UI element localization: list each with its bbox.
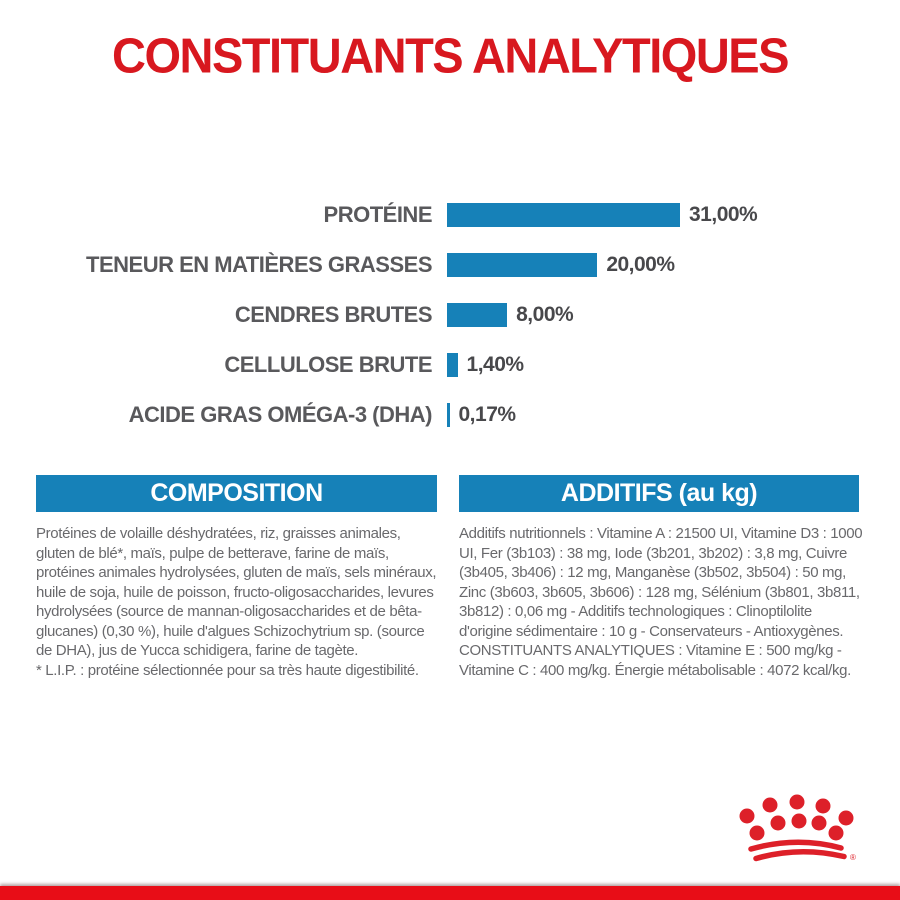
analytical-constituents-chart (30, 190, 870, 440)
chart-value-label: 20,00% (606, 253, 675, 276)
page-title: CONSTITUANTS ANALYTIQUES (112, 27, 788, 84)
chart-row (30, 390, 870, 440)
composition-body-text: Protéines de volaille déshydratées, riz, graisses animales, gluten de blé*, maïs, pulpe de betterave, farine de maïs, protéines animales hydrolysées, gluten de maïs, sels minéraux, huile de soja, huile de poisson, fructo-oligosaccharides, levures hydrolysées (source de mannan-oligosaccharides et de bêta-glucanes) (0,30 %), huile d'algues Schizochytrium sp. (source de DHA), jus de Yucca schidigera, farine de tagète. (36, 525, 437, 659)
additives-body-text: Additifs nutritionnels : Vitamine A : 21500 UI, Vitamine D3 : 1000 UI, Fer (3b103) : 38 mg, Iode (3b201, 3b202) : 3,8 mg, Cuivre (3b405, 3b406) : 12 mg, Manganèse (3b502, 3b504) : 50 mg, Zinc (3b603, 3b605, 3b606) : 128 mg, Sélénium (3b801, 3b811, 3b812) : 0,06 mg - Additifs technologiques : Clinoptilolite d'origine sédimentaire : 10 g - Conservateurs - Antioxygènes. CONSTITUANTS ANALYTIQUES : Vitamine E : 500 mg/kg - Vitamine C : 400 mg/kg. Énergie métabolisable : 4072 kcal/kg. (459, 525, 863, 679)
additives-header-label: ADDITIFS (au kg) (560, 479, 758, 507)
chart-bar (447, 353, 458, 377)
chart-row (30, 290, 870, 340)
composition-section (36, 524, 440, 680)
chart-bar (447, 303, 507, 327)
chart-category-label: TENEUR EN MATIÈRES GRASSES (86, 252, 432, 277)
chart-bar (447, 403, 450, 427)
additives-section-header (459, 475, 859, 512)
chart-category-label: ACIDE GRAS OMÉGA-3 (DHA) (128, 402, 432, 427)
composition-footnote: * L.I.P. : protéine sélectionnée pour sa très haute digestibilité. (36, 661, 419, 679)
chart-bar (447, 253, 597, 277)
chart-category-label: PROTÉINE (323, 202, 432, 227)
chart-value-label: 1,40% (466, 353, 524, 376)
chart-value-label: 0,17% (458, 403, 516, 426)
royal-canin-crown-icon (736, 794, 860, 866)
footer-stripe (0, 886, 900, 900)
composition-section-header (36, 475, 437, 512)
chart-category-label: CENDRES BRUTES (234, 302, 432, 327)
chart-value-label: 8,00% (516, 303, 574, 326)
composition-header-label: COMPOSITION (150, 479, 323, 507)
chart-row (30, 240, 870, 290)
chart-row (30, 340, 870, 390)
chart-category-label: CELLULOSE BRUTE (224, 352, 432, 377)
registered-trademark: ® (850, 853, 856, 862)
chart-row (30, 190, 870, 240)
additives-section (459, 524, 863, 680)
chart-value-label: 31,00% (689, 203, 758, 226)
chart-bar (447, 203, 680, 227)
